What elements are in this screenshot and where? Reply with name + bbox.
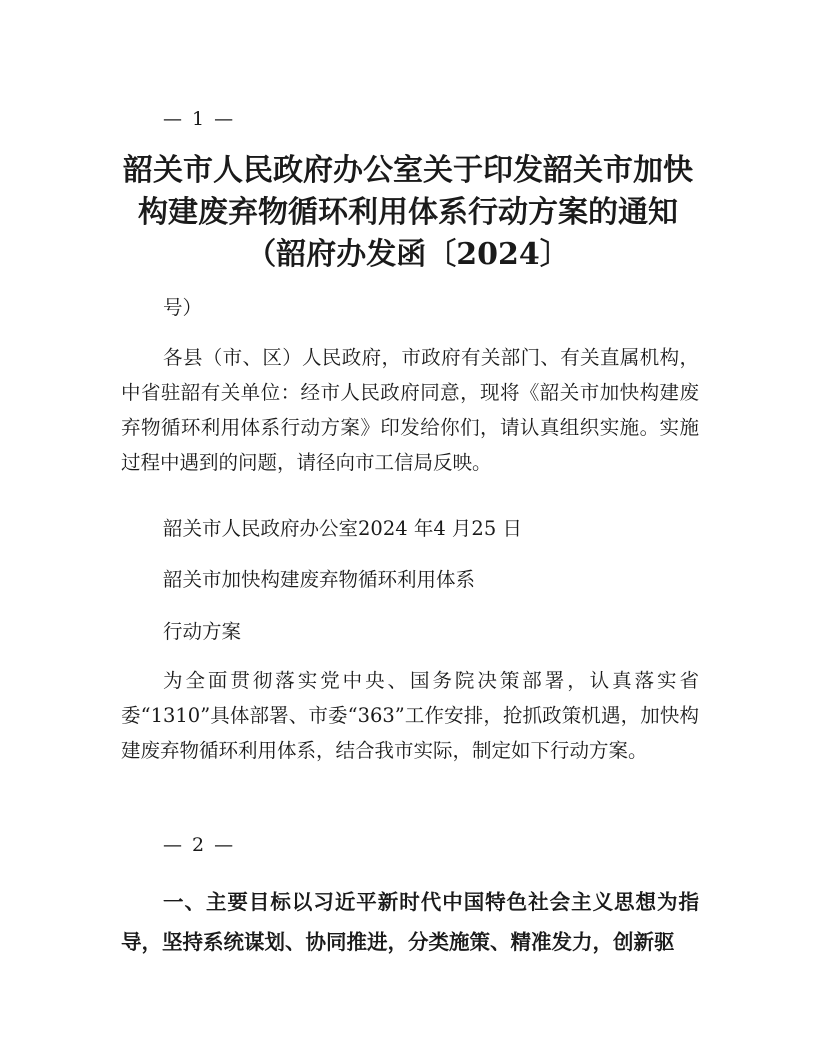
page-number: — 2 —	[163, 834, 236, 856]
page-number: — 1 —	[163, 108, 236, 130]
intro-paragraph: 为全面贯彻落实党中央、国务院决策部署，认真落实省委“1310”具体部署、市委“363”工作安排，抢抓政策机遇，加快构建废弃物循环利用体系，结合我市实际，制定如下行动方案。	[121, 669, 699, 762]
recipients-paragraph: 各县（市、区）人民政府，市政府有关部门、有关直属机构，中省驻韶有关单位：经市人民政府同意，现将《韶关市加快构建废弃物循环利用体系行动方案》印发给你们，请认真组织实施。实施过程中遇到的问题，请径向市工信局反映。	[121, 346, 699, 474]
title-line-3: （韶府办发函〔2024〕	[246, 237, 570, 272]
plan-title-line-1: 韶关市加快构建废弃物循环利用体系	[163, 568, 476, 591]
signature-line: 韶关市人民政府办公室2024 年4 月25 日	[163, 517, 522, 540]
plan-title-line-2: 行动方案	[163, 620, 242, 643]
document-title	[0, 150, 816, 276]
title-line-1: 韶关市人民政府办公室关于印发韶关市加快	[123, 153, 693, 188]
title-line-2: 构建废弃物循环利用体系行动方案的通知	[138, 195, 678, 230]
document-number-tail: 号）	[163, 296, 203, 319]
section-1-paragraph: 一、主要目标以习近平新时代中国特色社会主义思想为指导，坚持系统谋划、协同推进，分类施策、精准发力，创新驱	[121, 890, 699, 954]
